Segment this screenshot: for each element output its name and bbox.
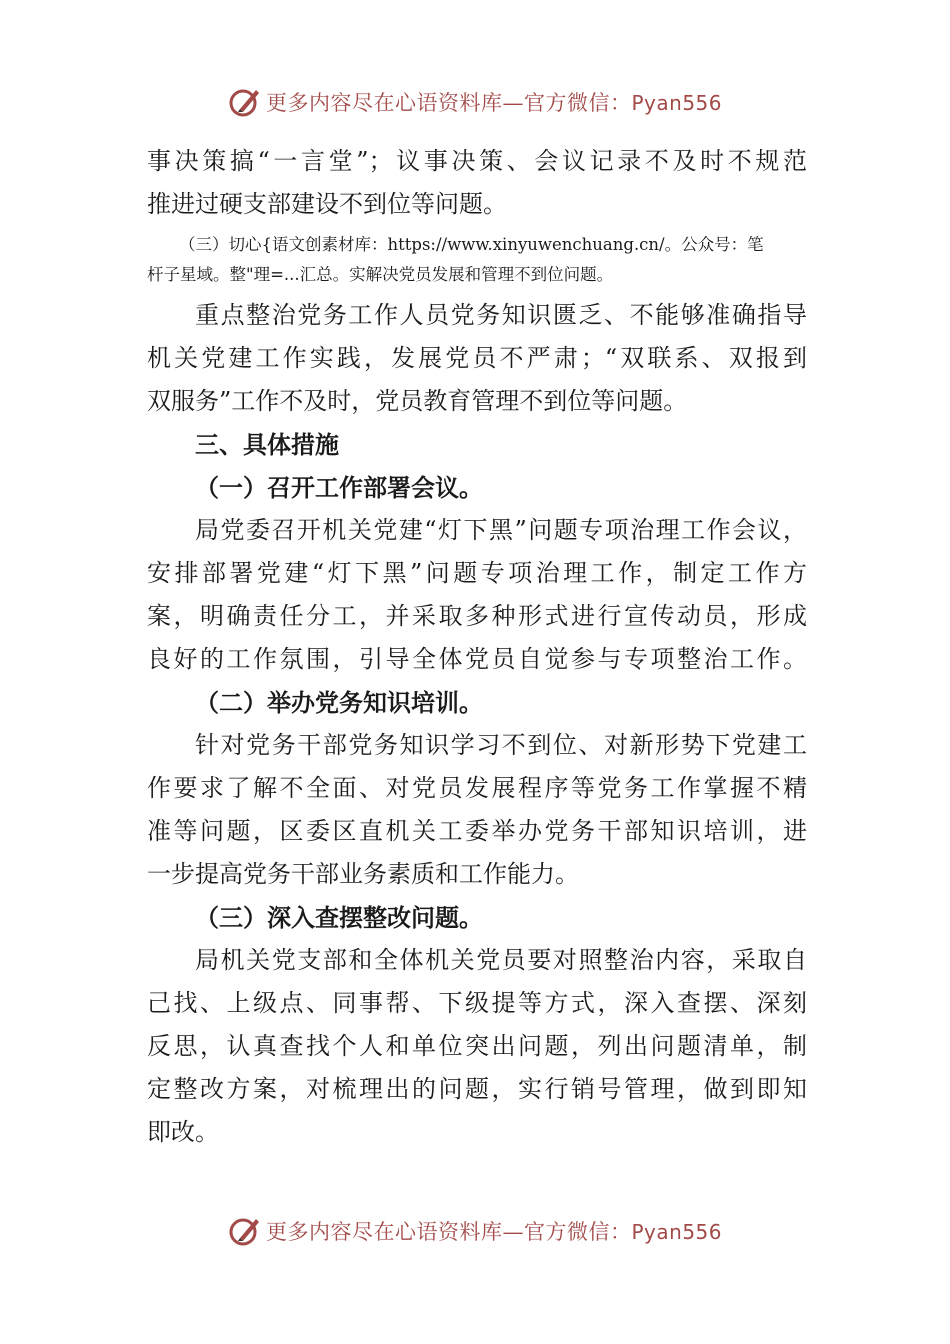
paragraph-line: 机关党建工作实践，发展党员不严肃；“双联系、双报到 (147, 344, 807, 372)
subsection-heading: （二）举办党务知识培训。 (195, 688, 483, 717)
subsection-heading: （三）深入查摆整改问题。 (195, 903, 483, 932)
pen-logo-icon (228, 1214, 262, 1248)
banner-label: 更多内容尽在心语资料库—官方微信： (265, 1220, 632, 1244)
paragraph-line: 重点整治党务工作人员党务知识匮乏、不能够准确指导 (195, 301, 807, 329)
paragraph-line: 局机关党支部和全体机关党员要对照整治内容，采取自 (195, 946, 807, 974)
paragraph-line: 即改。 (147, 1118, 219, 1146)
footer-banner (0, 1211, 950, 1251)
pen-logo-icon (228, 85, 262, 119)
document-body (147, 140, 807, 1154)
banner-text (266, 87, 722, 117)
paragraph-line: 安排部署党建“灯下黑”问题专项治理工作，制定工作方 (147, 559, 807, 587)
subsection-heading: （一）召开工作部署会议。 (195, 473, 483, 502)
header-banner (0, 82, 950, 122)
paragraph-line: 良好的工作氛围，引导全体党员自觉参与专项整治工作。 (147, 645, 807, 673)
paragraph-line: 推进过硬支部建设不到位等问题。 (147, 190, 507, 218)
paragraph-line: 作要求了解不全面、对党员发展程序等党务工作掌握不精 (147, 774, 807, 802)
paragraph-line: 己找、上级点、同事帮、下级提等方式，深入查摆、深刻 (147, 989, 807, 1017)
banner-account: Pyan556 (631, 91, 722, 115)
paragraph-line: 针对党务干部党务知识学习不到位、对新形势下党建工 (195, 731, 807, 759)
paragraph-line: 事决策搞“一言堂”；议事决策、会议记录不及时不规范 (147, 147, 807, 175)
paragraph-line: 局党委召开机关党建“灯下黑”问题专项治理工作会议， (195, 516, 807, 544)
paragraph-line: 准等问题，区委区直机关工委举办党务干部知识培训，进 (147, 817, 807, 845)
section-heading: 三、具体措施 (195, 430, 339, 459)
banner-text (266, 1216, 722, 1246)
paragraph-line: 双服务”工作不及时，党员教育管理不到位等问题。 (147, 387, 688, 415)
banner-label: 更多内容尽在心语资料库—官方微信： (265, 91, 632, 115)
watermark-line: （三）切心{语文创素材库：https://www.xinyuwenchuang.cn/。公众号：笔 (179, 235, 764, 254)
paragraph-line: 一步提高党务干部业务素质和工作能力。 (147, 860, 579, 888)
banner-account: Pyan556 (631, 1220, 722, 1244)
watermark-line: 杆子星域。整"理=...汇总。实解决党员发展和管理不到位问题。 (147, 265, 614, 284)
paragraph-line: 反思，认真查找个人和单位突出问题，列出问题清单，制 (147, 1032, 807, 1060)
paragraph-line: 定整改方案，对梳理出的问题，实行销号管理，做到即知 (147, 1075, 807, 1103)
paragraph-line: 案，明确责任分工，并采取多种形式进行宣传动员，形成 (147, 602, 807, 630)
